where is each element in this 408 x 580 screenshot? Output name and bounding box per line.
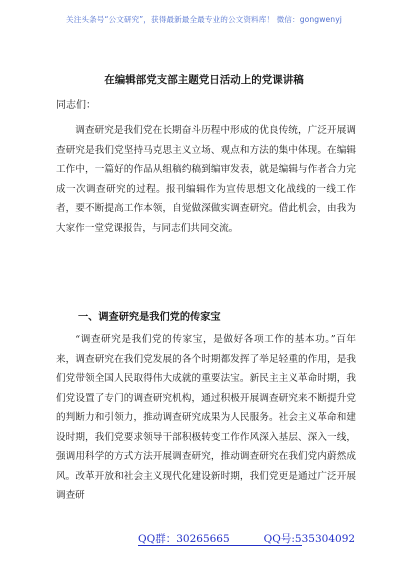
footer-qq: QQ号:535304092 bbox=[263, 533, 356, 545]
footer-underline bbox=[138, 545, 302, 546]
footer-qq-group: QQ群：30265665 bbox=[138, 533, 230, 545]
document-title: 在编辑部党支部主题党日活动上的党课讲稿 bbox=[104, 74, 304, 86]
header-banner: 关注头条号“公文研究”，获得最新最全最专业的公文资料库！ 微信：gongwenyj bbox=[66, 15, 342, 24]
footer-contacts bbox=[138, 531, 355, 546]
paragraph-intro: 调查研究是我们党在长期奋斗历程中形成的优良传统，广泛开展调查研究是我们党坚持马克思主义立场、观点和方法的集中体现。在编辑工作中，一篇好的作品从组稿约稿到编审发表，就是编辑与作者合力完成一次调查研究的过程。报刊编辑作为宣传思想文化战线的一线工作者，要不断提高工作本领，自觉做深做实调查研究。借此机会，由我为大家作一堂党课报告，与同志们共同交流。 bbox=[56, 125, 356, 234]
salutation: 同志们： bbox=[56, 100, 96, 111]
paragraph-section-1: “调查研究是我们党的传家宝，是做好各项工作的基本功。”百年来，调查研究在我们党发展的各个时期都发挥了举足轻重的作用，是我们党带领全国人民取得伟大成就的重要法宝。新民主主义革命时期，我们党设置了专门的调查研究机构，通过积极开展调查研究来不断提升党的判断力和引领力，推动调查研究成果为人民服务。社会主义革命和建设时期，我们党要求领导干部积极转变工作作风深入基层、深入一线，强调用科学的方式方法开展调查研究，推动调查研究在我们党内蔚然成风。改革开放和社会主义现代化建设新时期，我们党更是通过广泛开展调查研 bbox=[56, 334, 356, 501]
section-heading: 一、调查研究是我们党的传家宝 bbox=[78, 311, 221, 323]
